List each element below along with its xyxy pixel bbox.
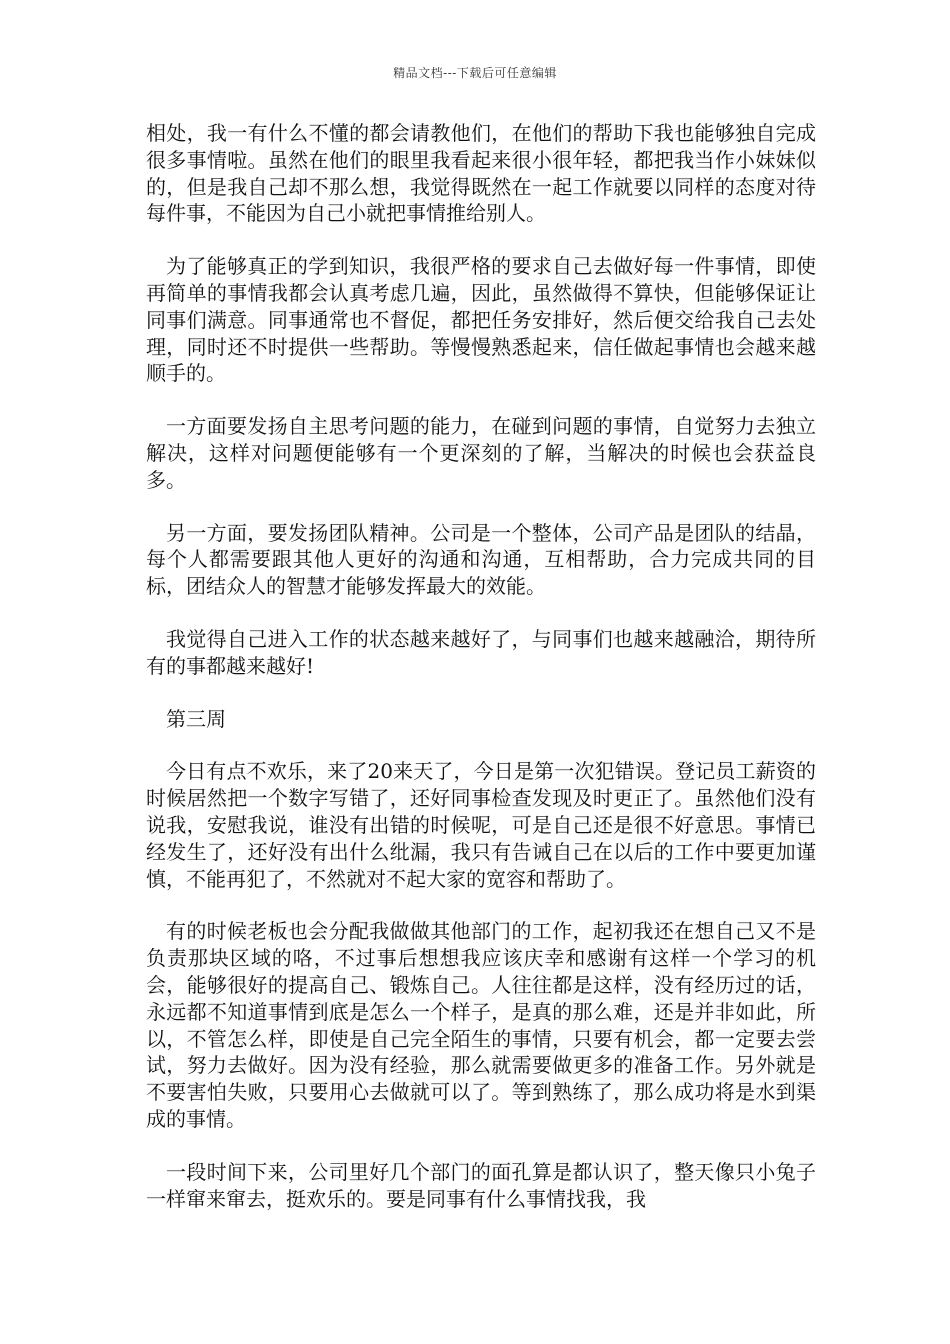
paragraph: 为了能够真正的学到知识，我很严格的要求自己去做好每一件事情，即使再简单的事情我都会认真考虑几遍，因此，虽然做得不算快，但能够保证让同事们满意。同事通常也不督促，都把任务安排好，然后便交给我自己去处理，同时还不时提供一些帮助。等慢慢熟悉起来，信任做起事情也会越来越顺手的。 — [146, 254, 816, 386]
page-header: 精品文档---下载后可任意编辑 — [393, 66, 557, 80]
paragraph-continuation: 相处，我一有什么不懂的都会请教他们，在他们的帮助下我也能够独自完成很多事情啦。虽然在他们的眼里我看起来很小很年轻，都把我当作小妹妹似的，但是我自己却不那么想，我觉得既然在一起工作就要以同样的态度对待每件事，不能因为自己小就把事情推给别人。 — [146, 121, 816, 226]
document-body — [146, 120, 816, 1238]
paragraph: 另一方面，要发扬团队精神。公司是一个整体，公司产品是团队的结晶，每个人都需要跟其他人更好的沟通和沟通，互相帮助，合力完成共同的目标，团结众人的智慧才能够发挥最大的效能。 — [146, 520, 816, 599]
paragraph: 一段时间下来，公司里好几个部门的面孔算是都认识了，整天像只小兔子一样窜来窜去，挺欢乐的。要是同事有什么事情找我，我 — [146, 1159, 816, 1211]
section-heading: 第三周 — [166, 706, 226, 731]
paragraph: 今日有点不欢乐，来了20来天了，今日是第一次犯错误。登记员工薪资的时候居然把一个数字写错了，还好同事检查发现及时更正了。虽然他们没有说我，安慰我说，谁没有出错的时候呢，可是自己还是很不好意思。事情已经发生了，还好没有出什么纰漏，我只有告诫自己在以后的工作中要更加谨慎，不能再犯了，不然就对不起大家的宽容和帮助了。 — [146, 759, 816, 891]
paragraph: 有的时候老板也会分配我做做其他部门的工作，起初我还在想自己又不是负责那块区域的咯，不过事后想想我应该庆幸和感谢有这样一个学习的机会，能够很好的提高自己、锻炼自己。人往往都是这样，没有经历过的话，永远都不知道事情到底是怎么一个样子，是真的那么难，还是并非如此，所以，不管怎么样，即使是自己完全陌生的事情，只要有机会，都一定要去尝试，努力去做好。因为没有经验，那么就需要做更多的准备工作。另外就是不要害怕失败，只要用心去做就可以了。等到熟练了，那么成功将是水到渠成的事情。 — [146, 919, 816, 1131]
paragraph: 一方面要发扬自主思考问题的能力，在碰到问题的事情，自觉努力去独立解决，这样对问题便能够有一个更深刻的了解，当解决的时候也会获益良多。 — [146, 414, 816, 492]
paragraph: 我觉得自己进入工作的状态越来越好了，与同事们也越来越融洽，期待所有的事都越来越好! — [146, 626, 816, 678]
